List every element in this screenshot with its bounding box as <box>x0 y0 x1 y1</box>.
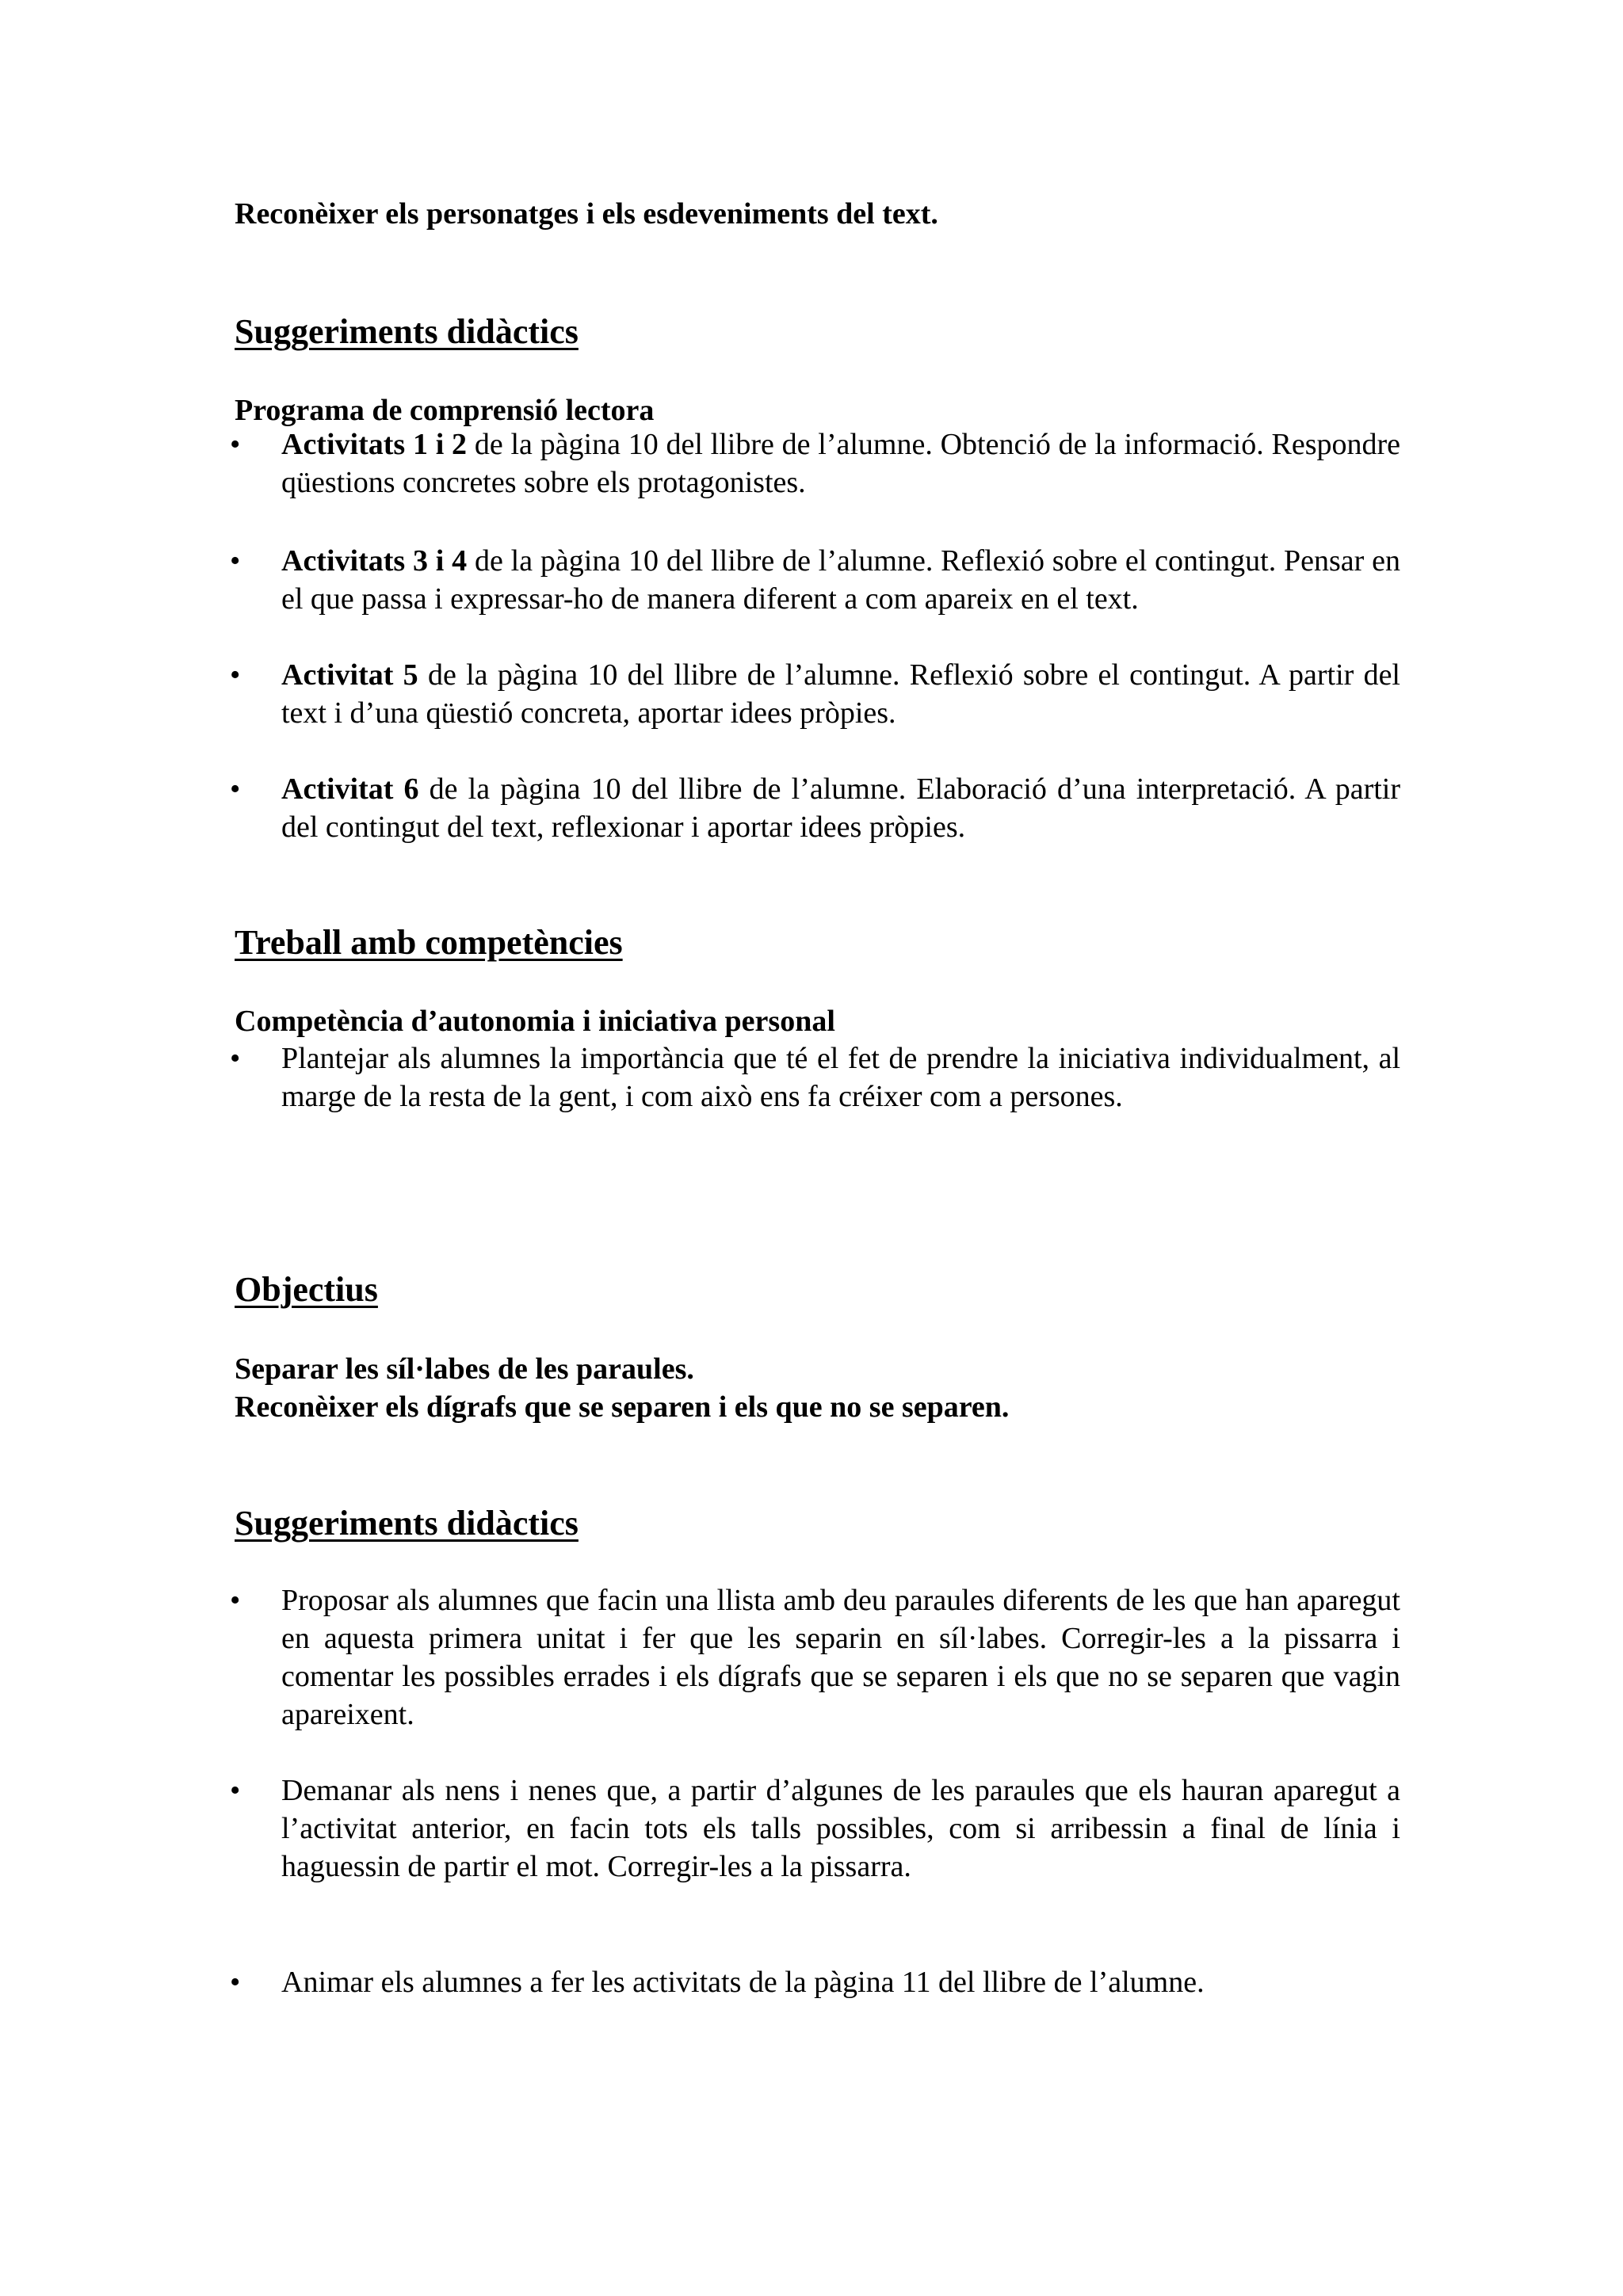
objective-line: Reconèixer els dígrafs que se separen i els que no se separen. <box>235 1390 1010 1424</box>
bullet-glyph: • <box>230 1966 241 1999</box>
bullet-glyph: • <box>230 1042 241 1075</box>
section-heading-objectius: Objectius <box>235 1270 378 1309</box>
activity-description: de la pàgina 10 del llibre de l’alumne. Elaboració d’una interpretació. A partir del contingut del text, reflexionar i aportar idees pròpies. <box>281 772 1400 844</box>
objective-line: Separar les síl·labes de les paraules. <box>235 1352 694 1386</box>
bullet-glyph: • <box>230 658 241 692</box>
bullet-glyph: • <box>230 1584 241 1617</box>
bullet-glyph: • <box>230 772 241 806</box>
list-item-text: Proposar als alumnes que facin una llista amb deu paraules diferents de les que han aparegut en aquesta primera unitat i fer que les separin en síl·labes. Corregir-les a la pissarra i comentar les possibles errades i els dígrafs que se separen i els que no se separen que vagin apareixent. <box>281 1584 1400 1731</box>
list-item-text: Demanar als nens i nenes que, a partir d’algunes de les paraules que els hauran aparegut a l’activitat anterior, en facin tots els talls possibles, com si arribessin a final de línia i haguessin de partir el mot. Corregir-les a la pissarra. <box>281 1774 1400 1883</box>
section-heading-suggeriments: Suggeriments didàctics <box>235 312 579 351</box>
list-item-text <box>281 542 1400 618</box>
bullet-glyph: • <box>230 428 241 461</box>
activity-description: de la pàgina 10 del llibre de l’alumne. Obtenció de la informació. Respondre qüestions concretes sobre els protagonistes. <box>281 428 1401 499</box>
list-item-text: Plantejar als alumnes la importància que té el fet de prendre la iniciativa individualment, al marge de la resta de la gent, i com això ens fa créixer com a persones. <box>281 1042 1400 1113</box>
list-item-text <box>281 656 1400 732</box>
activity-label: Activitats 3 i 4 <box>281 544 468 578</box>
section-heading-competencies: Treball amb competències <box>235 923 623 962</box>
activity-label: Activitat 6 <box>281 772 419 806</box>
bullet-glyph: • <box>230 1774 241 1807</box>
section-subheading-autonomia: Competència d’autonomia i iniciativa personal <box>235 1005 835 1038</box>
list-item-text: Animar els alumnes a fer les activitats de la pàgina 11 del llibre de l’alumne. <box>281 1966 1205 1999</box>
bullet-glyph: • <box>230 544 241 578</box>
objective-line: Reconèixer els personatges i els esdeveniments del text. <box>235 197 938 231</box>
list-item-text <box>281 770 1400 846</box>
list-item-text <box>281 425 1400 502</box>
activity-label: Activitat 5 <box>281 658 418 692</box>
section-subheading-programa: Programa de comprensió lectora <box>235 394 655 427</box>
section-heading-suggeriments: Suggeriments didàctics <box>235 1504 579 1543</box>
activity-label: Activitats 1 i 2 <box>281 428 468 461</box>
activity-description: de la pàgina 10 del llibre de l’alumne. Reflexió sobre el contingut. Pensar en el que passa i expressar-ho de manera diferent a com apareix en el text. <box>281 544 1401 616</box>
activity-description: de la pàgina 10 del llibre de l’alumne. Reflexió sobre el contingut. A partir del text i d’una qüestió concreta, aportar idees pròpies. <box>281 658 1400 730</box>
